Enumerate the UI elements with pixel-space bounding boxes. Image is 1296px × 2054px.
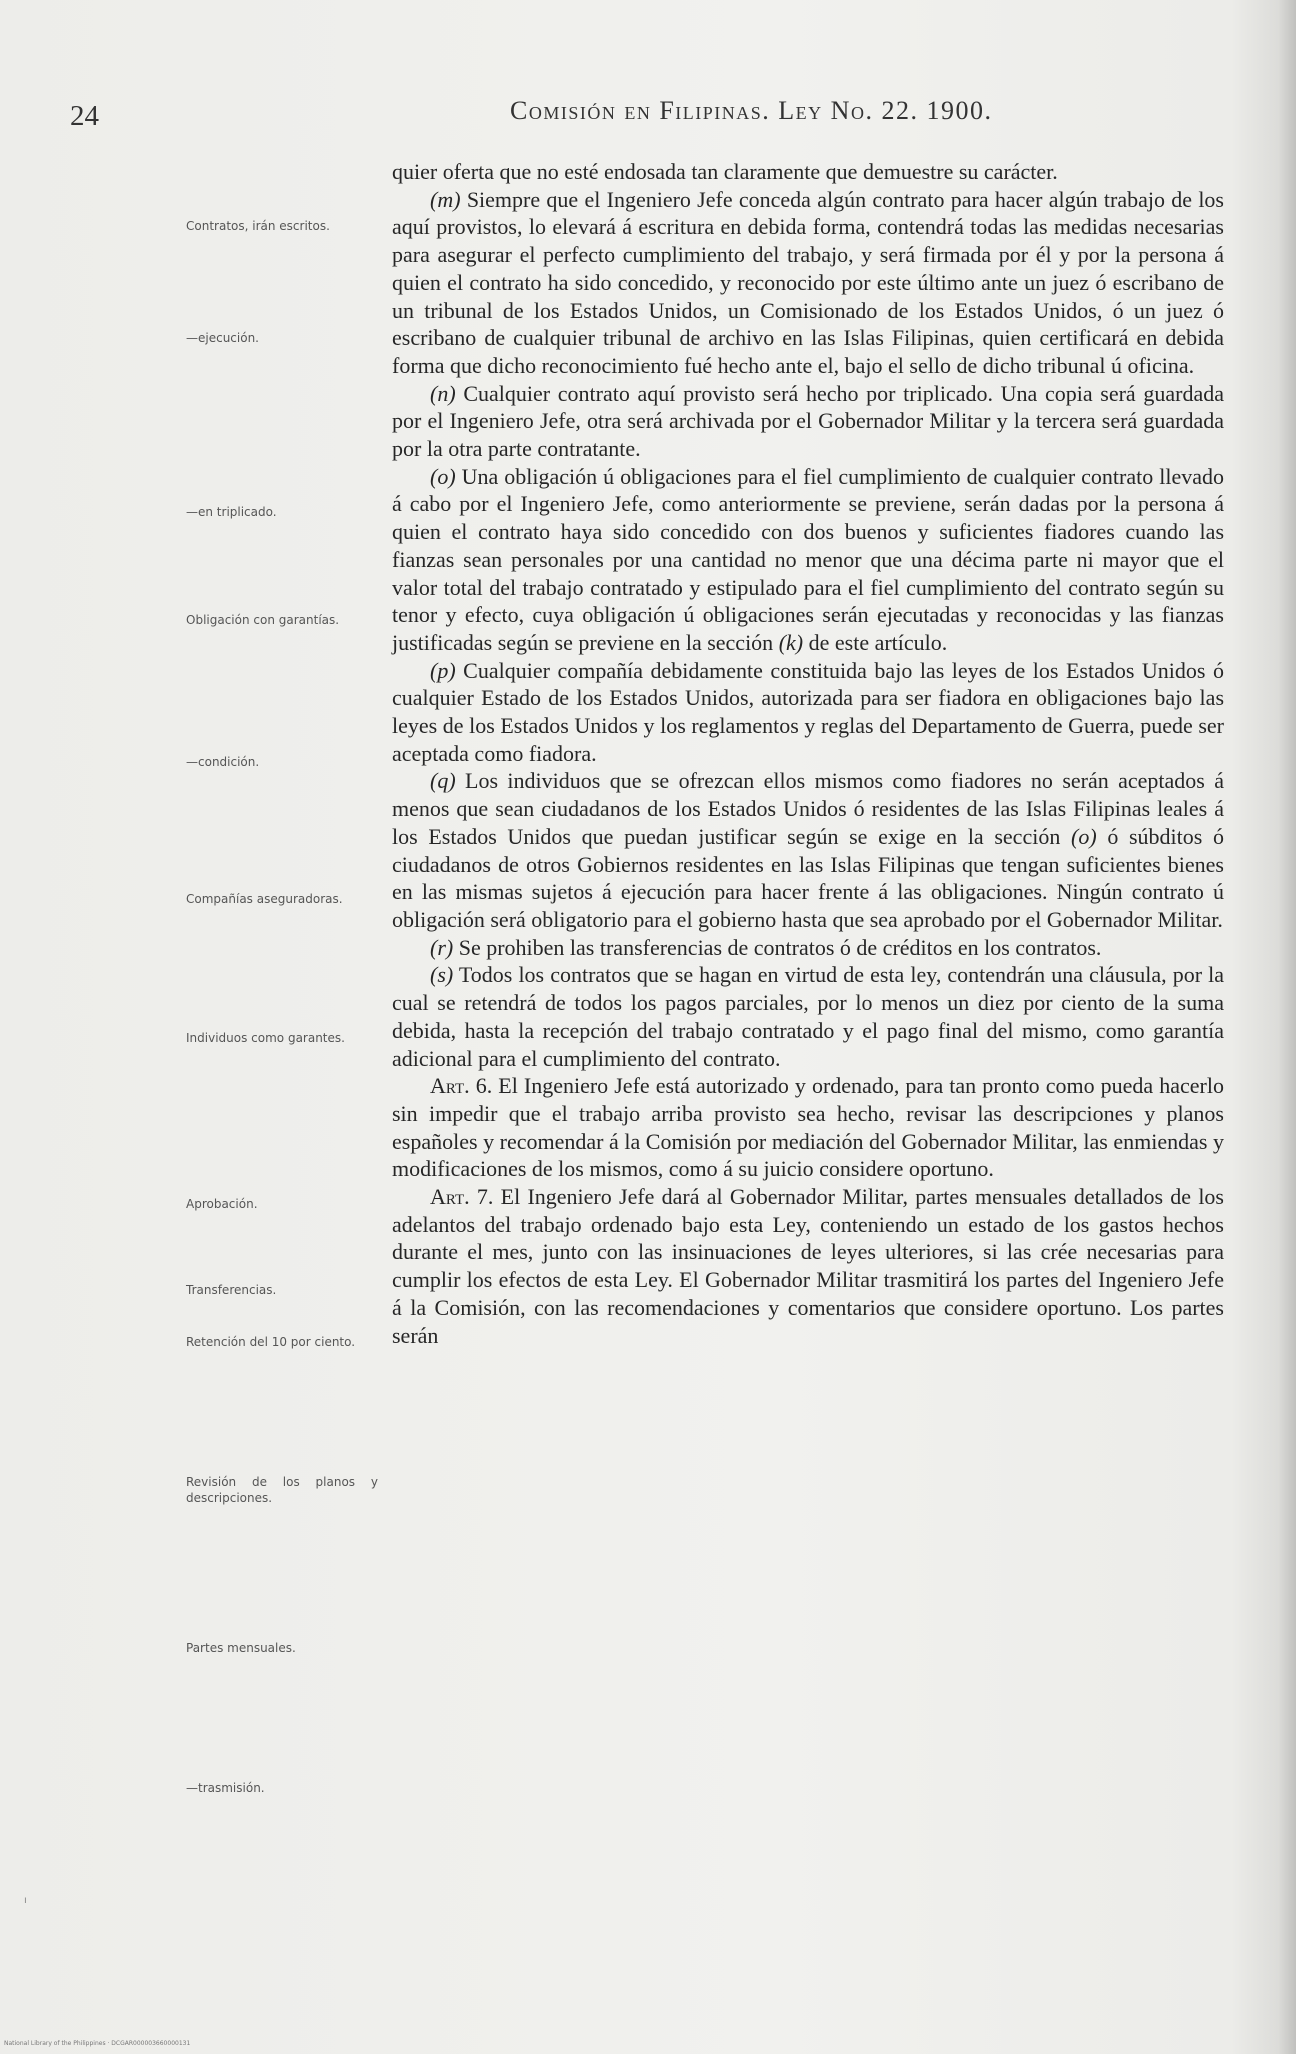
margin-note-individuos: Individuos como garantes.	[186, 1031, 345, 1045]
paragraph-r-text: Se prohiben las transferencias de contratos ó de créditos en los contratos.	[453, 934, 1102, 960]
margin-note-transferencias: Transferencias.	[186, 1283, 277, 1297]
paragraph-art-7	[392, 1183, 1224, 1349]
paragraph-art-6-text: El Ingeniero Jefe está autorizado y ordenado, para tan pronto como pueda hacerlo sin impedir que el trabajo arriba provisto sea hecho, revisar las descripciones y planos españoles y recomendar á la Comisión por mediación del Gobernador Militar, las enmiendas y modificaciones de los mismos, como á su juicio considere oportuno.	[392, 1073, 1224, 1182]
margin-note-partes-mensuales: Partes mensuales.	[186, 1641, 296, 1655]
margin-note-condicion: —condición.	[186, 755, 260, 769]
margin-note-obligacion: Obligación con garantías.	[186, 613, 340, 627]
paragraph-o-text-2: de este artículo.	[803, 629, 948, 655]
scan-credit: National Library of the Philippines · DCGAR000003660000131	[4, 2040, 191, 2047]
paragraph-s-text: Todos los contratos que se hagan en virtud de esta ley, contendrán una cláusula, por la cual se retendrá de todos los pagos parciales, por lo menos un diez por ciento de la suma debida, hasta la recepción del trabajo contratado y el pago final del mismo, como garantía adicional para el cumplimiento del contrato.	[392, 962, 1224, 1071]
paragraph-continuation: quier oferta que no esté endosada tan claramente que demuestre su carácter.	[392, 159, 1058, 184]
margin-note-companias: Compañías aseguradoras.	[186, 892, 343, 906]
article-label-7: Art. 7.	[430, 1184, 494, 1210]
section-label-n: (n)	[430, 380, 456, 406]
paragraph-p-text: Cualquier compañía debidamente constituida bajo las leyes de los Estados Unidos ó cualquier Estado de los Estados Unidos, autorizada para ser fiadora en obligaciones bajo las leyes de los Estados Unidos y los reglamentos y reglas del Departamento de Guerra, puede ser aceptada como fiadora.	[392, 657, 1224, 766]
section-label-q: (q)	[430, 768, 456, 794]
paragraph-q-text-2: ó súbditos ó ciudadanos de otros Gobiernos residentes en las Islas Filipinas que tengan suficientes bienes en las mismas sujetos á ejecución para hacer frente á las obligaciones. Ningún contrato ú obligación será obligatorio para el gobierno hasta que sea aprobado por el Gobernador Militar.	[392, 823, 1224, 932]
paragraph-o-text-1: Una obligación ú obligaciones para el fiel cumplimiento de cualquier contrato llevado á cabo por el Ingeniero Jefe, como anteriormente se previene, serán dadas por la persona á quien el contrato haya sido concedido con dos buenos y suficientes fiadores cuando las fianzas sean personales por una cantidad no menor que una décima parte ni mayor que el valor total del trabajo contratado y estipulado para el fiel cumplimiento del contrato según su tenor y efecto, cuya obligación ú obligaciones serán ejecutadas y reconocidas y las fianzas justificadas según se previene en la sección	[392, 463, 1224, 655]
paragraph-n-text: Cualquier contrato aquí provisto será hecho por triplicado. Una copia será guardada por el Ingeniero Jefe, otra será archivada por el Gobernador Militar y la tercera será guardada por la otra parte contratante.	[392, 380, 1224, 462]
margin-note-ejecucion: —ejecución.	[186, 331, 259, 345]
section-label-o: (o)	[430, 463, 456, 489]
margin-note-revision: Revisión de los planos y descripciones.	[186, 1475, 378, 1505]
section-label-s: (s)	[430, 962, 454, 988]
section-label-m: (m)	[430, 186, 461, 212]
margin-note-trasmision: —trasmisión.	[186, 1781, 265, 1795]
paragraph-q-text-1: Los individuos que se ofrezcan ellos mismos como fiadores no serán aceptados á menos que sean ciudadanos de los Estados Unidos ó residentes de las Islas Filipinas leales á los Estados Unidos que puedan justificar según se exige en la sección	[392, 768, 1224, 849]
section-ref-k: (k)	[778, 629, 804, 655]
margin-note-contratos: Contratos, irán escritos.	[186, 219, 330, 233]
paragraph-art-7-text: El Ingeniero Jefe dará al Gobernador Militar, partes mensuales detallados de los adelantos del trabajo ordenado bajo esta Ley, conteniendo un estado de los gastos hechos durante el mes, junto con las insinuaciones de leyes ulteriores, si las crée necesarias para cumplir los efectos de esta Ley. El Gobernador Militar trasmitirá los partes del Ingeniero Jefe á la Comisión, con las recomendaciones y comentarios que considere oportuno. Los partes serán	[392, 1184, 1224, 1348]
paragraph-s	[392, 961, 1224, 1072]
section-label-p: (p)	[430, 657, 456, 683]
paragraph-p	[392, 657, 1224, 768]
margin-note-retencion: Retención del 10 por ciento.	[186, 1335, 356, 1349]
paragraph-art-6	[392, 1072, 1224, 1183]
margin-note-triplicado: —en triplicado.	[186, 505, 277, 519]
paragraph-n	[392, 380, 1224, 463]
book-spine-shadow	[1278, 0, 1296, 2054]
paragraph-m	[392, 186, 1224, 380]
paragraph-m-text: Siempre que el Ingeniero Jefe conceda algún contrato para hacer algún trabajo de los aquí provistos, lo elevará á escritura en debida forma, contendrá todas las medidas necesarias para asegurar el perfecto cumplimiento del trabajo, y será firmada por él y por la persona á quien el contrato ha sido concedido, y reconocido por este último ante un juez ó escribano de un tribunal de los Estados Unidos, un Comisionado de los Estados Unidos, ó un juez ó escribano de cualquier tribunal de archivo en las Islas Filipinas, quien certificará en debida forma que dicho reconocimiento fué hecho ante el, bajo el sello de dicho tribunal ú oficina.	[392, 186, 1224, 378]
paragraph-q	[392, 767, 1224, 933]
article-label-6: Art. 6.	[430, 1073, 493, 1099]
running-head: Comisión en Filipinas. Ley No. 22. 1900.	[510, 96, 993, 125]
section-ref-o: (o)	[1071, 823, 1097, 849]
body-text	[392, 158, 1224, 1349]
margin-note-aprobacion: Aprobación.	[186, 1197, 258, 1211]
scan-speck: ı	[24, 1895, 27, 1906]
page-number: 24	[70, 100, 99, 132]
section-label-r: (r)	[430, 934, 454, 960]
paragraph-o	[392, 463, 1224, 657]
paragraph-r	[392, 934, 1224, 962]
